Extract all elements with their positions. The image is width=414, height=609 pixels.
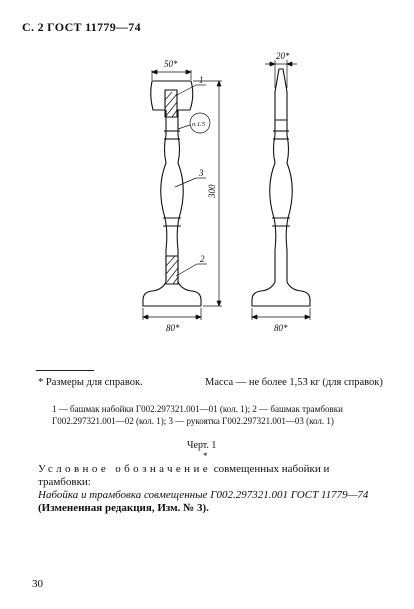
page-header: С. 2 ГОСТ 11779—74 [22,20,141,34]
roughness-label: п.1.5 [192,121,205,128]
right-view-tool-side [252,69,310,306]
designation-spaced: Условное обозначение [38,463,212,475]
part-label-1: 1 [199,75,204,85]
designation-line-2: трамбовки: [38,476,91,488]
left-view-tool-section [143,81,201,306]
section-hatching [165,92,178,284]
part-label-3: 3 [199,168,204,178]
footnote: * Размеры для справок. [38,377,143,388]
dim-height-label: 300 [207,184,217,198]
mass-note: Масса — не более 1,53 кг (для справок) [205,377,383,388]
part-label-2: 2 [200,254,205,264]
designation-example: Набойка и трамбовка совмещенные Г002.297321.001 ГОСТ 11779—74 [38,489,369,501]
dim-bottom-left-label: 80* [166,323,180,333]
page-number: 30 [32,578,43,590]
dim-top-right-label: 20* [276,51,290,61]
changed-edition-note: (Измененная редакция, Изм. № 3). [38,502,209,514]
legend-line-2: Г002.297321.001—02 (кол. 1); 3 — рукоятка Г002.297321.001—03 (кол. 1) [52,416,334,426]
designation-heading [38,463,329,475]
legend-line-1: 1 — башмак набойки Г002.297321.001—01 (кол. 1); 2 — башмак трамбовки [52,404,343,414]
footnote-divider [36,370,94,371]
star-mark: * [203,451,208,461]
designation-rest: совмещенных набойки и [211,463,330,475]
dim-top-left-label: 50* [164,59,178,69]
figure-caption: Черт. 1 [187,440,217,451]
right-dimension-lines [252,60,310,320]
dim-bottom-right-label: 80* [274,323,288,333]
